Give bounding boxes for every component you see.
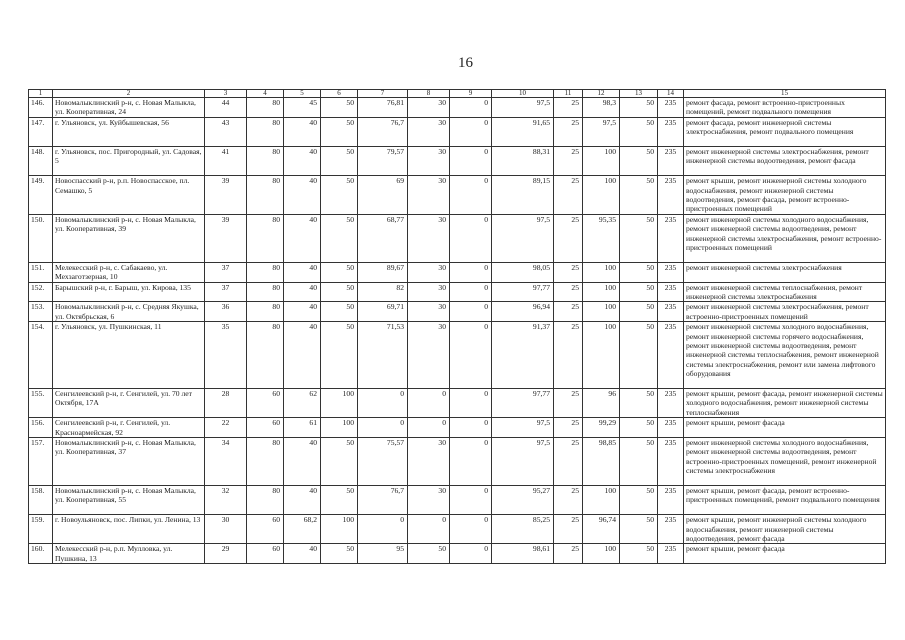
value-cell: 25 [554, 438, 583, 486]
value-cell: 25 [554, 486, 583, 515]
value-cell: 50 [321, 117, 358, 146]
table-body [29, 98, 886, 564]
table-row [29, 322, 886, 389]
value-cell: 89,67 [358, 262, 408, 282]
value-cell: 100 [583, 176, 620, 215]
value-cell: 61 [284, 418, 321, 438]
value-cell: 88,31 [492, 147, 554, 176]
value-cell: 75,57 [358, 438, 408, 486]
value-cell: 100 [583, 544, 620, 564]
value-cell: 80 [247, 176, 284, 215]
value-cell: 235 [658, 515, 684, 544]
value-cell: 0 [450, 147, 492, 176]
value-cell: 50 [620, 117, 658, 146]
value-cell: 97,5 [492, 418, 554, 438]
value-cell: 37 [205, 282, 247, 302]
column-header: 14 [658, 90, 684, 98]
address-cell: Новомалыклинский р-н, с. Новая Малыкла, ул. Кооперативная, 39 [53, 214, 205, 262]
address-cell: Мелекесский р-н, с. Сабакаево, ул. Мехзаготзерная, 10 [53, 262, 205, 282]
value-cell: 69,71 [358, 302, 408, 322]
value-cell: 97,5 [492, 438, 554, 486]
value-cell: 50 [321, 262, 358, 282]
value-cell: 100 [583, 147, 620, 176]
row-number: 147. [29, 117, 53, 146]
value-cell: 60 [247, 389, 284, 418]
value-cell: 97,77 [492, 389, 554, 418]
value-cell: 0 [450, 544, 492, 564]
address-cell: г. Ульяновск, ул. Куйбышевская, 56 [53, 117, 205, 146]
value-cell: 40 [284, 176, 321, 215]
value-cell: 76,7 [358, 486, 408, 515]
value-cell: 235 [658, 302, 684, 322]
work-description-cell: ремонт инженерной системы холодного водоснабжения, ремонт инженерной системы горячего водоснабжения, ремонт инженерной системы водоотведения, ремонт инженерной системы теплоснабжения, ремонт инженерной системы электроснабжения, ремонт или замена лифтового оборудования [684, 322, 886, 389]
value-cell: 30 [205, 515, 247, 544]
value-cell: 89,15 [492, 176, 554, 215]
value-cell: 25 [554, 322, 583, 389]
value-cell: 50 [620, 282, 658, 302]
value-cell: 0 [450, 438, 492, 486]
table-row [29, 117, 886, 146]
table-row [29, 262, 886, 282]
address-cell: Новомалыклинский р-н, с. Средняя Якушка, ул. Октябрьская, 6 [53, 302, 205, 322]
value-cell: 0 [408, 418, 450, 438]
value-cell: 100 [583, 262, 620, 282]
value-cell: 97,77 [492, 282, 554, 302]
work-description-cell: ремонт крыши, ремонт фасада, ремонт встроенно-пристроенных помещений, ремонт подвального помещения [684, 486, 886, 515]
page-number: 16 [458, 55, 473, 71]
value-cell: 96 [583, 389, 620, 418]
work-description-cell: ремонт инженерной системы электроснабжения, ремонт инженерной системы водоотведения, ремонт фасада [684, 147, 886, 176]
value-cell: 40 [284, 147, 321, 176]
value-cell: 91,65 [492, 117, 554, 146]
value-cell: 76,81 [358, 98, 408, 118]
address-cell: г. Новоульяновск, пос. Липки, ул. Ленина, 13 [53, 515, 205, 544]
address-cell: Новоспасский р-н, р.п. Новоспасское, пл. Семашко, 5 [53, 176, 205, 215]
table-row [29, 302, 886, 322]
value-cell: 50 [620, 389, 658, 418]
address-cell: Мелекесский р-н, р.п. Мулловка, ул. Пушкина, 13 [53, 544, 205, 564]
row-number: 155. [29, 389, 53, 418]
column-header: 13 [620, 90, 658, 98]
value-cell: 0 [450, 262, 492, 282]
value-cell: 50 [321, 544, 358, 564]
repair-table [28, 89, 886, 564]
address-cell: Сенгилеевский р-н, г. Сенгилей, ул. 70 лет Октября, 17А [53, 389, 205, 418]
value-cell: 0 [450, 117, 492, 146]
table-row [29, 147, 886, 176]
value-cell: 50 [321, 302, 358, 322]
column-header: 10 [492, 90, 554, 98]
value-cell: 35 [205, 322, 247, 389]
value-cell: 235 [658, 389, 684, 418]
table-row [29, 176, 886, 215]
value-cell: 80 [247, 214, 284, 262]
value-cell: 50 [620, 262, 658, 282]
value-cell: 79,57 [358, 147, 408, 176]
value-cell: 0 [450, 98, 492, 118]
value-cell: 235 [658, 282, 684, 302]
work-description-cell: ремонт инженерной системы электроснабжения, ремонт встроенно-пристроенных помещений [684, 302, 886, 322]
value-cell: 82 [358, 282, 408, 302]
value-cell: 39 [205, 176, 247, 215]
address-cell: г. Ульяновск, пос. Пригородный, ул. Садовая, 5 [53, 147, 205, 176]
column-header: 9 [450, 90, 492, 98]
value-cell: 25 [554, 389, 583, 418]
value-cell: 69 [358, 176, 408, 215]
column-header: 3 [205, 90, 247, 98]
value-cell: 99,29 [583, 418, 620, 438]
column-header: 6 [321, 90, 358, 98]
value-cell: 0 [450, 282, 492, 302]
value-cell: 97,5 [492, 98, 554, 118]
value-cell: 80 [247, 262, 284, 282]
value-cell: 37 [205, 262, 247, 282]
table-row [29, 544, 886, 564]
value-cell: 235 [658, 486, 684, 515]
table-row [29, 418, 886, 438]
value-cell: 95,35 [583, 214, 620, 262]
value-cell: 76,7 [358, 117, 408, 146]
value-cell: 96,74 [583, 515, 620, 544]
value-cell: 39 [205, 214, 247, 262]
value-cell: 25 [554, 418, 583, 438]
value-cell: 0 [450, 389, 492, 418]
value-cell: 0 [450, 486, 492, 515]
value-cell: 50 [620, 438, 658, 486]
value-cell: 30 [408, 147, 450, 176]
value-cell: 30 [408, 486, 450, 515]
value-cell: 41 [205, 147, 247, 176]
address-cell: Новомалыклинский р-н, с. Новая Малыкла, ул. Кооперативная, 24 [53, 98, 205, 118]
value-cell: 235 [658, 176, 684, 215]
column-header: 8 [408, 90, 450, 98]
value-cell: 40 [284, 438, 321, 486]
value-cell: 100 [583, 302, 620, 322]
value-cell: 25 [554, 98, 583, 118]
value-cell: 25 [554, 176, 583, 215]
value-cell: 100 [321, 389, 358, 418]
value-cell: 68,77 [358, 214, 408, 262]
value-cell: 235 [658, 322, 684, 389]
column-header: 4 [247, 90, 284, 98]
column-header: 15 [684, 90, 886, 98]
value-cell: 30 [408, 322, 450, 389]
value-cell: 100 [583, 486, 620, 515]
value-cell: 44 [205, 98, 247, 118]
value-cell: 80 [247, 98, 284, 118]
value-cell: 0 [450, 302, 492, 322]
work-description-cell: ремонт крыши, ремонт фасада, ремонт инженерной системы холодного водоснабжения, ремонт инженерной системы теплоснабжения [684, 389, 886, 418]
value-cell: 98,61 [492, 544, 554, 564]
row-number: 159. [29, 515, 53, 544]
row-number: 151. [29, 262, 53, 282]
address-cell: Новомалыклинский р-н, с. Новая Малыкла, ул. Кооперативная, 37 [53, 438, 205, 486]
row-number: 152. [29, 282, 53, 302]
value-cell: 50 [321, 214, 358, 262]
value-cell: 25 [554, 117, 583, 146]
table-row [29, 389, 886, 418]
column-header: 1 [29, 90, 53, 98]
value-cell: 25 [554, 544, 583, 564]
value-cell: 235 [658, 418, 684, 438]
table-row [29, 438, 886, 486]
row-number: 154. [29, 322, 53, 389]
value-cell: 25 [554, 262, 583, 282]
value-cell: 0 [408, 389, 450, 418]
value-cell: 36 [205, 302, 247, 322]
row-number: 148. [29, 147, 53, 176]
column-header: 7 [358, 90, 408, 98]
row-number: 149. [29, 176, 53, 215]
row-number: 150. [29, 214, 53, 262]
value-cell: 98,85 [583, 438, 620, 486]
value-cell: 98,3 [583, 98, 620, 118]
value-cell: 80 [247, 147, 284, 176]
value-cell: 50 [620, 302, 658, 322]
work-description-cell: ремонт фасада, ремонт встроенно-пристроенных помещений, ремонт подвального помещения [684, 98, 886, 118]
value-cell: 50 [321, 486, 358, 515]
value-cell: 50 [620, 147, 658, 176]
work-description-cell: ремонт инженерной системы электроснабжения [684, 262, 886, 282]
value-cell: 50 [321, 98, 358, 118]
value-cell: 50 [620, 486, 658, 515]
work-description-cell: ремонт крыши, ремонт инженерной системы холодного водоснабжения, ремонт инженерной системы водоотведения, ремонт фасада, ремонт встроенно-пристроенных помещений [684, 176, 886, 215]
value-cell: 97,5 [583, 117, 620, 146]
address-cell: Барышский р-н, г. Барыш, ул. Кирова, 135 [53, 282, 205, 302]
value-cell: 80 [247, 117, 284, 146]
value-cell: 0 [408, 515, 450, 544]
value-cell: 32 [205, 486, 247, 515]
row-number: 146. [29, 98, 53, 118]
value-cell: 25 [554, 147, 583, 176]
work-description-cell: ремонт инженерной системы теплоснабжения, ремонт инженерной системы электроснабжения [684, 282, 886, 302]
value-cell: 91,37 [492, 322, 554, 389]
value-cell: 0 [358, 515, 408, 544]
row-number: 158. [29, 486, 53, 515]
value-cell: 98,05 [492, 262, 554, 282]
value-cell: 0 [358, 418, 408, 438]
table-row [29, 282, 886, 302]
value-cell: 25 [554, 282, 583, 302]
value-cell: 50 [620, 214, 658, 262]
value-cell: 40 [284, 214, 321, 262]
value-cell: 40 [284, 262, 321, 282]
table-row [29, 98, 886, 118]
value-cell: 30 [408, 302, 450, 322]
value-cell: 60 [247, 418, 284, 438]
value-cell: 30 [408, 438, 450, 486]
value-cell: 22 [205, 418, 247, 438]
value-cell: 50 [321, 147, 358, 176]
value-cell: 96,94 [492, 302, 554, 322]
address-cell: Сенгилеевский р-н, г. Сенгилей, ул. Красноармейская, 92 [53, 418, 205, 438]
value-cell: 235 [658, 438, 684, 486]
value-cell: 28 [205, 389, 247, 418]
value-cell: 100 [321, 515, 358, 544]
work-description-cell: ремонт крыши, ремонт инженерной системы холодного водоснабжения, ремонт инженерной системы водоотведения, ремонт фасада [684, 515, 886, 544]
value-cell: 50 [321, 176, 358, 215]
value-cell: 235 [658, 544, 684, 564]
value-cell: 80 [247, 282, 284, 302]
value-cell: 30 [408, 214, 450, 262]
row-number: 153. [29, 302, 53, 322]
value-cell: 0 [358, 389, 408, 418]
value-cell: 0 [450, 322, 492, 389]
value-cell: 68,2 [284, 515, 321, 544]
row-number: 157. [29, 438, 53, 486]
row-number: 156. [29, 418, 53, 438]
value-cell: 80 [247, 438, 284, 486]
header-row [29, 90, 886, 98]
value-cell: 235 [658, 117, 684, 146]
table-row [29, 214, 886, 262]
work-description-cell: ремонт крыши, ремонт фасада [684, 544, 886, 564]
value-cell: 50 [620, 98, 658, 118]
value-cell: 29 [205, 544, 247, 564]
value-cell: 25 [554, 302, 583, 322]
value-cell: 50 [620, 176, 658, 215]
table-row [29, 515, 886, 544]
value-cell: 60 [247, 515, 284, 544]
value-cell: 0 [450, 418, 492, 438]
value-cell: 85,25 [492, 515, 554, 544]
value-cell: 40 [284, 544, 321, 564]
value-cell: 80 [247, 486, 284, 515]
value-cell: 71,53 [358, 322, 408, 389]
work-description-cell: ремонт фасада, ремонт инженерной системы электроснабжения, ремонт подвального помещения [684, 117, 886, 146]
value-cell: 80 [247, 302, 284, 322]
value-cell: 235 [658, 214, 684, 262]
column-header: 2 [53, 90, 205, 98]
value-cell: 100 [583, 282, 620, 302]
value-cell: 95,27 [492, 486, 554, 515]
value-cell: 97,5 [492, 214, 554, 262]
value-cell: 50 [321, 438, 358, 486]
value-cell: 43 [205, 117, 247, 146]
value-cell: 50 [408, 544, 450, 564]
value-cell: 34 [205, 438, 247, 486]
address-cell: Новомалыклинский р-н, с. Новая Малыкла, ул. Кооперативная, 55 [53, 486, 205, 515]
value-cell: 40 [284, 117, 321, 146]
value-cell: 235 [658, 147, 684, 176]
work-description-cell: ремонт инженерной системы холодного водоснабжения, ремонт инженерной системы водоотведения, ремонт встроенно-пристроенных помещений, ремонт инженерной системы электроснабжения [684, 438, 886, 486]
value-cell: 50 [620, 418, 658, 438]
value-cell: 30 [408, 262, 450, 282]
value-cell: 40 [284, 322, 321, 389]
value-cell: 30 [408, 98, 450, 118]
value-cell: 100 [583, 322, 620, 389]
value-cell: 30 [408, 282, 450, 302]
column-header: 12 [583, 90, 620, 98]
value-cell: 40 [284, 302, 321, 322]
value-cell: 50 [620, 544, 658, 564]
value-cell: 50 [321, 322, 358, 389]
value-cell: 30 [408, 176, 450, 215]
value-cell: 25 [554, 214, 583, 262]
value-cell: 25 [554, 515, 583, 544]
value-cell: 40 [284, 486, 321, 515]
value-cell: 235 [658, 98, 684, 118]
address-cell: г. Ульяновск, ул. Пушкинская, 11 [53, 322, 205, 389]
value-cell: 40 [284, 282, 321, 302]
value-cell: 60 [247, 544, 284, 564]
value-cell: 50 [620, 515, 658, 544]
work-description-cell: ремонт инженерной системы холодного водоснабжения, ремонт инженерной системы водоотведения, ремонт инженерной системы электроснабжения, ремонт встроенно-пристроенных помещений [684, 214, 886, 262]
value-cell: 235 [658, 262, 684, 282]
table-row [29, 486, 886, 515]
work-description-cell: ремонт крыши, ремонт фасада [684, 418, 886, 438]
column-header: 5 [284, 90, 321, 98]
value-cell: 95 [358, 544, 408, 564]
value-cell: 0 [450, 515, 492, 544]
value-cell: 100 [321, 418, 358, 438]
column-header: 11 [554, 90, 583, 98]
row-number: 160. [29, 544, 53, 564]
value-cell: 50 [620, 322, 658, 389]
value-cell: 62 [284, 389, 321, 418]
value-cell: 80 [247, 322, 284, 389]
value-cell: 0 [450, 214, 492, 262]
value-cell: 50 [321, 282, 358, 302]
value-cell: 45 [284, 98, 321, 118]
value-cell: 0 [450, 176, 492, 215]
value-cell: 30 [408, 117, 450, 146]
